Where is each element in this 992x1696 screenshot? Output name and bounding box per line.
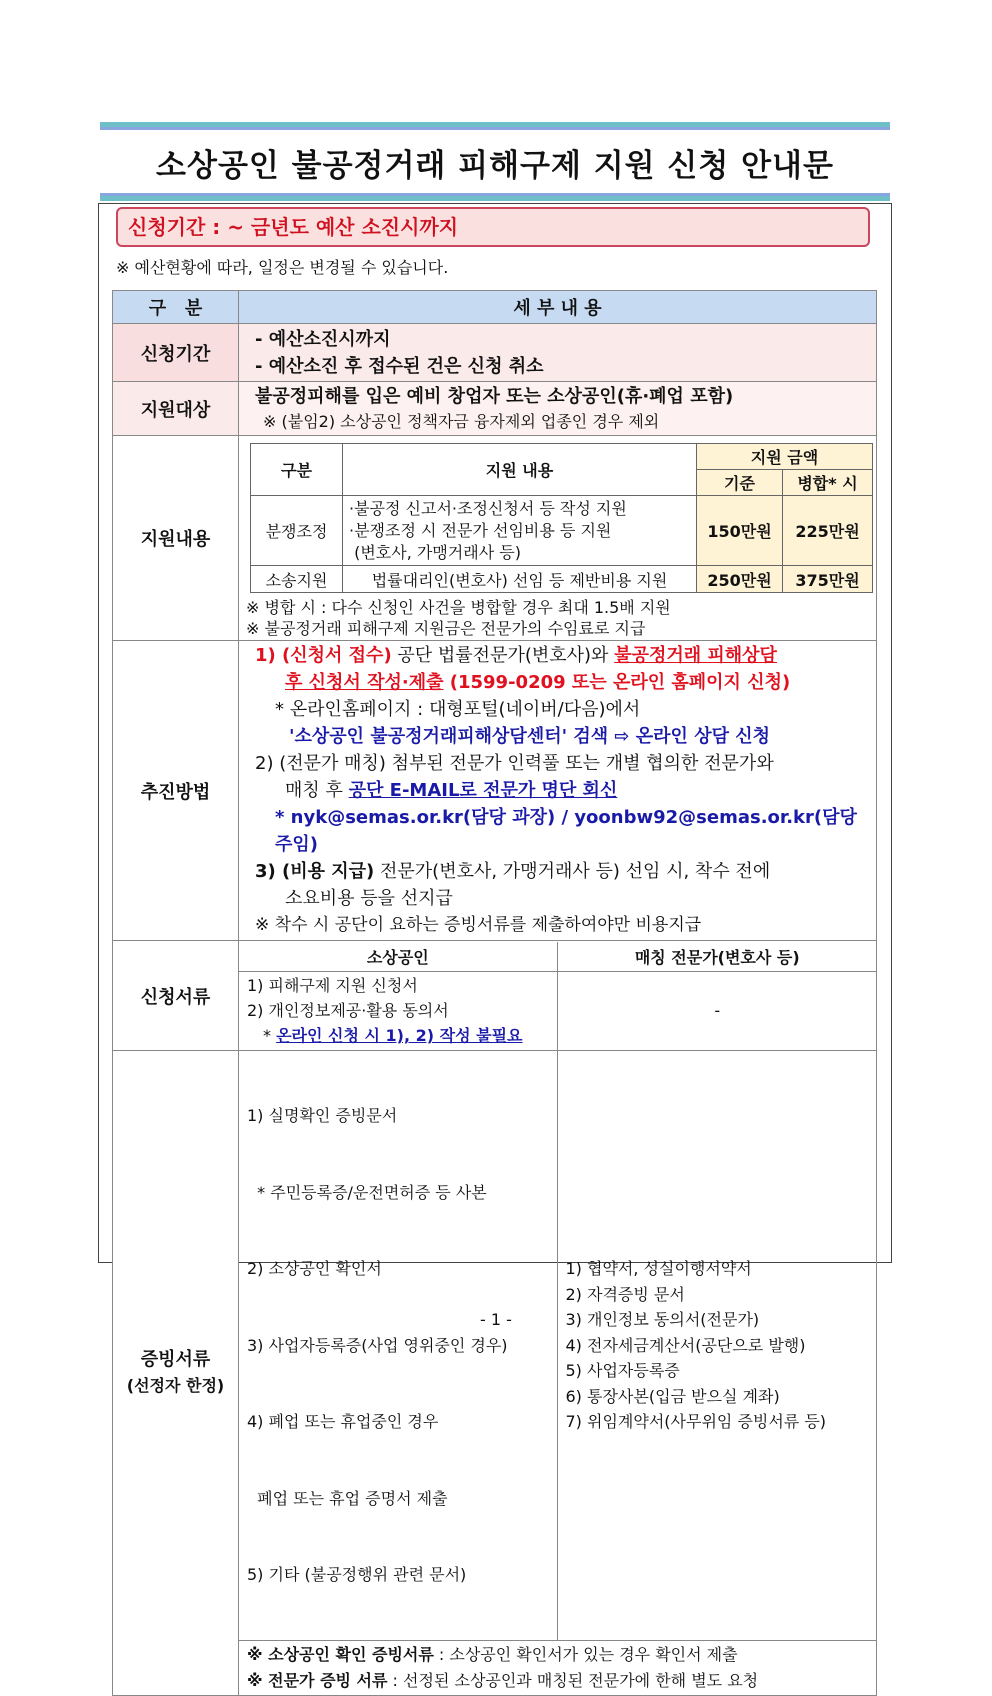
step3-text: 전문가(변호사, 가맹거래사 등) 선임 시, 착수 전에 xyxy=(374,861,771,882)
step1-text: 공단 법률전문가(변호사)와 xyxy=(391,645,615,666)
lawsuit-merge-amount: 375만원 xyxy=(783,566,873,593)
target-main: 불공정피해를 입은 예비 창업자 또는 소상공인(휴·폐업 포함) xyxy=(255,385,734,407)
content-note-1: ※ 병합 시 : 다수 신청인 사건을 병합할 경우 최대 1.5배 지원 xyxy=(246,598,671,617)
evidence-table xyxy=(239,1051,877,1695)
row-period xyxy=(113,324,877,382)
evidence-a-1: 1) 실명확인 증빙문서 xyxy=(247,1106,398,1125)
evidence-b-4: 4) 전자세금계산서(공단으로 발행) xyxy=(565,1335,806,1355)
row-forms xyxy=(113,941,877,1051)
evidence-a-6: 폐업 또는 휴업 증명서 제출 xyxy=(247,1488,448,1508)
row-target xyxy=(113,382,877,436)
header-details: 세 부 내 용 xyxy=(239,291,877,324)
row-method-label: 추진방법 xyxy=(113,641,239,941)
header-category: 구 분 xyxy=(113,291,239,324)
page-title: 소상공인 불공정거래 피해구제 지원 신청 안내문 xyxy=(156,148,834,184)
col-amount: 지원 금액 xyxy=(697,444,873,470)
row-forms-label: 신청서류 xyxy=(113,941,239,1051)
forms-col-smallbiz: 소상공인 xyxy=(239,942,557,972)
support-amount-table xyxy=(250,443,873,593)
step1-title: 1) (신청서 접수) xyxy=(255,645,392,666)
step1-highlight: 불공정거래 피해상담 xyxy=(614,645,777,666)
row-evidence xyxy=(113,1051,877,1696)
target-note: ※ (붙임2) 소상공인 정책자금 융자제외 업종인 경우 제외 xyxy=(263,411,660,431)
row-evidence-sublabel: (선정자 한정) xyxy=(126,1375,225,1395)
evidence-note2-title: ※ 전문가 증빙 서류 xyxy=(247,1670,388,1690)
evidence-a-5: 4) 폐업 또는 휴업중인 경우 xyxy=(247,1412,439,1431)
evidence-b-2: 2) 자격증빙 문서 xyxy=(565,1284,685,1304)
evidence-b-3: 3) 개인정보 동의서(전문가) xyxy=(565,1310,760,1329)
form-item-2: 2) 개인정보제공·활용 동의서 xyxy=(247,1001,449,1021)
table-header-row xyxy=(113,291,877,324)
form-item-1: 1) 피해구제 지원 신청서 xyxy=(247,976,418,996)
evidence-a-3: 2) 소상공인 확인서 xyxy=(247,1259,382,1278)
evidence-note2-text: : 선정된 소상공인과 매칭된 전문가에 한해 별도 요청 xyxy=(387,1670,759,1690)
step1-search: '소상공인 불공정거래피해상담센터' 검색 ⇨ 온라인 상담 신청 xyxy=(289,726,771,747)
lawsuit-desc: 법률대리인(변호사) 선임 등 제반비용 지원 xyxy=(343,566,697,593)
evidence-note1-text: : 소상공인 확인서가 있는 경우 확인서 제출 xyxy=(433,1644,738,1664)
step3-prepay: 소요비용 등을 선지급 xyxy=(285,888,453,909)
step3-title: 3) (비용 지급) xyxy=(255,861,375,882)
col-merge: 병합* 시 xyxy=(783,470,873,496)
lawsuit-base-amount: 250만원 xyxy=(697,566,783,593)
contact-emails[interactable]: * nyk@semas.or.kr(담당 과장) / yoonbw92@semas.or.kr(담당 주임) xyxy=(275,807,857,855)
content-note-2: ※ 불공정거래 피해구제 지원금은 전문가의 수임료로 지급 xyxy=(246,619,646,638)
row-target-label: 지원대상 xyxy=(113,382,239,436)
kind-lawsuit: 소송지원 xyxy=(251,566,343,593)
evidence-b-6: 6) 통장사본(입금 받으실 계좌) xyxy=(565,1386,780,1406)
evidence-a-2: * 주민등록증/운전면허증 등 사본 xyxy=(247,1182,487,1202)
col-desc: 지원 내용 xyxy=(343,444,697,496)
dispute-desc-3: (변호사, 가맹거래사 등) xyxy=(349,542,521,562)
evidence-b-7: 7) 위임계약서(사무위임 증빙서류 등) xyxy=(565,1412,827,1431)
schedule-notice: ※ 예산현황에 따라, 일정은 변경될 수 있습니다. xyxy=(116,258,449,277)
kind-dispute: 분쟁조정 xyxy=(251,496,343,566)
title-bottom-bar-2 xyxy=(100,196,890,201)
evidence-b-1: 1) 협약서, 성실이행서약서 xyxy=(565,1259,752,1278)
evidence-note1-title: ※ 소상공인 확인 증빙서류 xyxy=(247,1644,434,1664)
step1-submit: 후 신청서 작성·제출 xyxy=(285,672,444,693)
expert-forms-empty: - xyxy=(714,1001,721,1021)
form-note-prefix: * xyxy=(263,1026,277,1046)
table-row xyxy=(251,496,873,566)
row-content-label: 지원내용 xyxy=(113,436,239,641)
info-table xyxy=(112,290,877,1696)
step1-contact: (1599-0209 또는 온라인 홈페이지 신청) xyxy=(443,672,791,693)
col-base: 기준 xyxy=(697,470,783,496)
row-content xyxy=(113,436,877,641)
table-row xyxy=(251,566,873,593)
step1-note: * 온라인홈페이지 : 대형포털(네이버/다음)에서 xyxy=(275,699,641,720)
period-line-2: - 예산소진 후 접수된 건은 신청 취소 xyxy=(255,355,544,377)
dispute-merge-amount: 225만원 xyxy=(783,496,873,566)
step2-match: 매칭 후 xyxy=(285,780,349,801)
evidence-a-7: 5) 기타 (불공정행위 관련 문서) xyxy=(247,1565,467,1584)
row-period-label: 신청기간 xyxy=(113,324,239,382)
dispute-base-amount: 150만원 xyxy=(697,496,783,566)
step2-email-reply: 공단 E-MAIL로 전문가 명단 회신 xyxy=(348,780,618,801)
title-block xyxy=(100,122,890,201)
page-number: - 1 - xyxy=(480,1310,512,1329)
row-evidence-label: 증빙서류 xyxy=(140,1348,211,1370)
evidence-a-4: 3) 사업자등록증(사업 영위중인 경우) xyxy=(247,1335,508,1355)
row-method xyxy=(113,641,877,941)
forms-table xyxy=(239,942,877,1050)
step2-text: 2) (전문가 매칭) 첨부된 전문가 인력풀 또는 개별 협의한 전문가와 xyxy=(255,753,774,774)
col-kind: 구분 xyxy=(251,444,343,496)
dispute-desc-2: ·분쟁조정 시 전문가 선임비용 등 지원 xyxy=(349,520,612,540)
dispute-desc-1: ·불공정 신고서·조정신청서 등 작성 지원 xyxy=(349,498,627,518)
period-banner: 신청기간 : ~ 금년도 예산 소진시까지 xyxy=(116,207,870,247)
forms-col-expert: 매칭 전문가(변호사 등) xyxy=(557,942,877,972)
step3-note: ※ 착수 시 공단이 요하는 증빙서류를 제출하여야만 비용지급 xyxy=(255,915,702,935)
period-line-1: - 예산소진시까지 xyxy=(255,328,391,350)
evidence-b-5: 5) 사업자등록증 xyxy=(565,1361,680,1380)
form-online-note: 온라인 신청 시 1), 2) 작성 불필요 xyxy=(276,1026,523,1046)
